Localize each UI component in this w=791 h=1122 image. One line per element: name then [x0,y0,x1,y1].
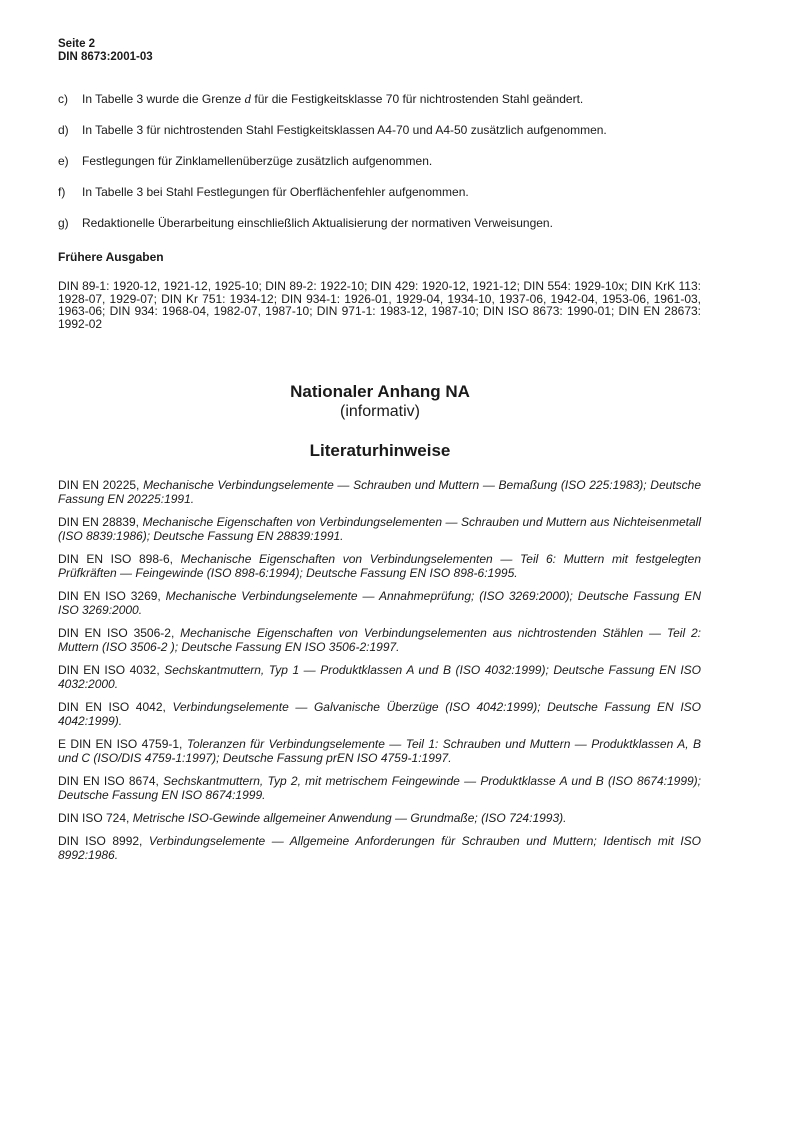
change-text: In Tabelle 3 wurde die Grenze d für die Festigkeitsklasse 70 für nichtrostenden Stahl geändert. [82,91,584,106]
change-letter: g) [58,216,69,230]
reference-title: Mechanische Eigenschaften von Verbindungselementen — Schrauben und Muttern aus Nichteisenmetall (ISO 8839:1986); Deutsche Fassung EN 28839:1991. [58,515,701,543]
change-text: In Tabelle 3 für nichtrostenden Stahl Festigkeitsklassen A4-70 und A4-50 zusätzlich aufgenommen. [82,123,607,137]
reference-item [58,737,701,765]
change-list [58,92,708,247]
change-item [58,185,708,199]
change-text: In Tabelle 3 bei Stahl Festlegungen für Oberflächenfehler aufgenommen. [82,185,469,199]
annex-subtitle: (informativ) [339,403,420,420]
reference-title: Mechanische Verbindungselemente — Schrauben und Muttern — Bemaßung (ISO 225:1983); Deutsche Fassung EN 20225:1991. [58,478,701,506]
reference-title: Mechanische Verbindungselemente — Annahmeprüfung; (ISO 3269:2000); Deutsche Fassung EN ISO 3269:2000. [58,589,702,617]
reference-item [58,811,701,825]
change-text: Redaktionelle Überarbeitung einschließlich Aktualisierung der normativen Verweisungen. [82,216,553,230]
change-letter: c) [58,92,68,106]
reference-item [58,515,701,543]
reference-item [58,774,701,802]
reference-id: DIN ISO 8992, [58,834,149,848]
reference-item [58,478,701,506]
change-item [58,123,708,137]
reference-title: Verbindungselemente — Allgemeine Anforderungen für Schrauben und Muttern; Identisch mit ISO 8992:1986. [58,834,702,862]
reference-id: DIN EN ISO 4042, [58,700,173,714]
reference-title: Sechskantmuttern, Typ 2, mit metrischem Feingewinde — Produktklasse A und B (ISO 8674:1999); Deutsche Fassung EN ISO 8674:1999. [58,774,701,802]
reference-item [58,834,701,862]
change-letter: f) [58,185,66,199]
reference-id: DIN ISO 724, [58,811,133,825]
change-item [58,92,708,106]
change-letter: e) [58,154,69,168]
reference-id: DIN EN ISO 3506-2, [58,626,181,640]
reference-item [58,626,701,654]
document-id: DIN 8673:2001-03 [58,51,153,63]
change-text: Festlegungen für Zinklamellenüberzüge zusätzlich aufgenommen. [82,154,433,168]
annex-title: Nationaler Anhang NA [290,382,470,401]
reference-item [58,589,701,617]
reference-title: Mechanische Eigenschaften von Verbindungselementen aus nichtrostenden Stählen — Teil 2: Muttern (ISO 3506-2 ); Deutsche Fassung EN ISO 3506-2:1997. [58,626,701,654]
change-item [58,216,708,230]
variable-d: d [244,91,252,106]
reference-title: Metrische ISO-Gewinde allgemeiner Anwendung — Grundmaße; (ISO 724:1993). [132,811,567,825]
change-letter: d) [58,123,69,137]
reference-id: DIN EN ISO 898-6, [58,552,181,566]
reference-list [58,478,701,871]
reference-id: DIN EN 28839, [58,515,143,529]
previous-editions-heading: Frühere Ausgaben [58,250,164,264]
page-header [58,38,153,64]
reference-id: DIN EN ISO 8674, [58,774,164,788]
page-number: Seite 2 [58,38,96,50]
previous-editions-text: DIN 89-1: 1920-12, 1921-12, 1925-10; DIN 89-2: 1922-10; DIN 429: 1920-12, 1921-12; DIN 554: 1929-10x; DIN KrK 113: 1928-07, 1929-07; DIN Kr 751: 1934-12; DIN 934-1: 1926-01, 1929-04, 1934-10, 1937-06, 1942-04, 1953-06, 1961-03, 1963-06; DIN 934: 1968-04, 1982-07, 1987-10; DIN 971-1: 1983-12, 1987-10; DIN ISO 8673: 1990-01; DIN EN 28673: 1992-02 [58,279,701,331]
literature-heading: Literaturhinweise [309,441,451,460]
reference-item [58,700,701,728]
reference-title: Verbindungselemente — Galvanische Überzüge (ISO 4042:1999); Deutsche Fassung EN ISO 4042:1999). [58,700,701,728]
reference-item [58,552,701,580]
reference-title: Mechanische Eigenschaften von Verbindungselementen — Teil 6: Muttern mit festgelegten Prüfkräften — Feingewinde (ISO 898-6:1994); Deutsche Fassung EN ISO 898-6:1995. [58,552,701,580]
reference-title: Sechskantmuttern, Typ 1 — Produktklassen A und B (ISO 4032:1999); Deutsche Fassung EN ISO 4032:2000. [58,663,702,691]
change-item [58,154,708,168]
reference-id: E DIN EN ISO 4759-1, [58,737,187,751]
reference-id: DIN EN ISO 3269, [58,589,166,603]
reference-id: DIN EN ISO 4032, [58,663,165,677]
reference-item [58,663,701,691]
reference-title: Toleranzen für Verbindungselemente — Teil 1: Schrauben und Muttern — Produktklassen A, B und C (ISO/DIS 4759-1:1997); Deutsche Fassung prEN ISO 4759-1:1997. [58,737,701,765]
reference-id: DIN EN 20225, [58,478,144,492]
